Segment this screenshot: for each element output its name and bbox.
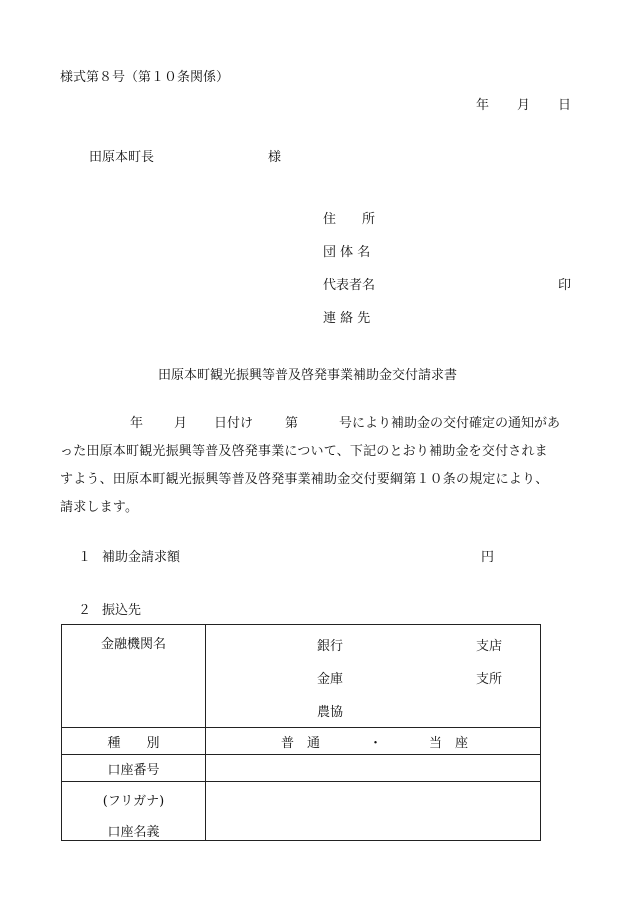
- body-line-2: った田原本町観光振興等普及啓発事業について、下記のとおり補助金を交付されま: [60, 444, 548, 459]
- type-current: 当 座: [429, 736, 469, 751]
- shinkin-label: 金庫: [317, 672, 344, 687]
- type-separator: ・: [369, 736, 383, 751]
- date-month-label: 月: [517, 98, 531, 113]
- representative-label: 代表者名: [323, 278, 376, 293]
- institution-label-cell: [62, 625, 206, 728]
- account-type-row: [62, 728, 541, 755]
- body-month: 月: [174, 416, 188, 431]
- date-day-label: 日: [558, 98, 572, 113]
- seal-mark: 印: [558, 278, 572, 293]
- organization-label: 団 体 名: [323, 245, 371, 260]
- account-number-value-cell: [206, 755, 541, 782]
- address-label: 住 所: [323, 212, 376, 227]
- account-name-value-cell: [206, 782, 541, 841]
- item1-number: １: [78, 550, 92, 565]
- item1-label: 補助金請求額: [102, 550, 181, 565]
- body-year: 年: [130, 416, 144, 431]
- body-dated: 日付け: [214, 416, 254, 431]
- institution-value-cell: [206, 625, 541, 728]
- body-dai: 第: [285, 416, 299, 431]
- body-line-3: すよう、田原本町観光振興等普及啓発事業補助金交付要綱第１０条の規定により、: [60, 472, 549, 487]
- honorific: 様: [268, 150, 282, 165]
- institution-row: [62, 625, 541, 728]
- bank-label: 銀行: [317, 639, 344, 654]
- date-year-label: 年: [476, 98, 490, 113]
- addressee: 田原本町長: [89, 150, 155, 165]
- account-name-label-cell: [62, 782, 206, 841]
- item2-label: 振込先: [102, 603, 142, 618]
- body-paragraph: [60, 438, 580, 522]
- form-number: 様式第８号（第１０条関係）: [60, 70, 230, 85]
- account-name-label: 口座名義: [107, 825, 160, 840]
- bank-transfer-table: [61, 624, 541, 841]
- branch-label: 支店: [476, 639, 503, 654]
- nokyo-label: 農協: [317, 705, 344, 720]
- type-ordinary: 普 通: [281, 736, 321, 751]
- institution-label: 金融機関名: [100, 637, 166, 652]
- account-type-label: 種 別: [62, 728, 206, 755]
- body-line-4: 請求します。: [60, 500, 139, 515]
- item2-number: ２: [78, 603, 92, 618]
- furigana-label: (フリガナ): [102, 794, 165, 809]
- account-number-label: 口座番号: [62, 755, 206, 782]
- shinkin-branch-label: 支所: [476, 672, 503, 687]
- document-title: 田原本町観光振興等普及啓発事業補助金交付請求書: [158, 368, 458, 383]
- item1-unit: 円: [481, 550, 495, 565]
- account-type-value-cell: [206, 728, 541, 755]
- account-number-row: [62, 755, 541, 782]
- contact-label: 連 絡 先: [323, 311, 371, 326]
- account-name-row: [62, 782, 541, 841]
- body-line1-rest: 号により補助金の交付確定の通知があ: [339, 416, 561, 431]
